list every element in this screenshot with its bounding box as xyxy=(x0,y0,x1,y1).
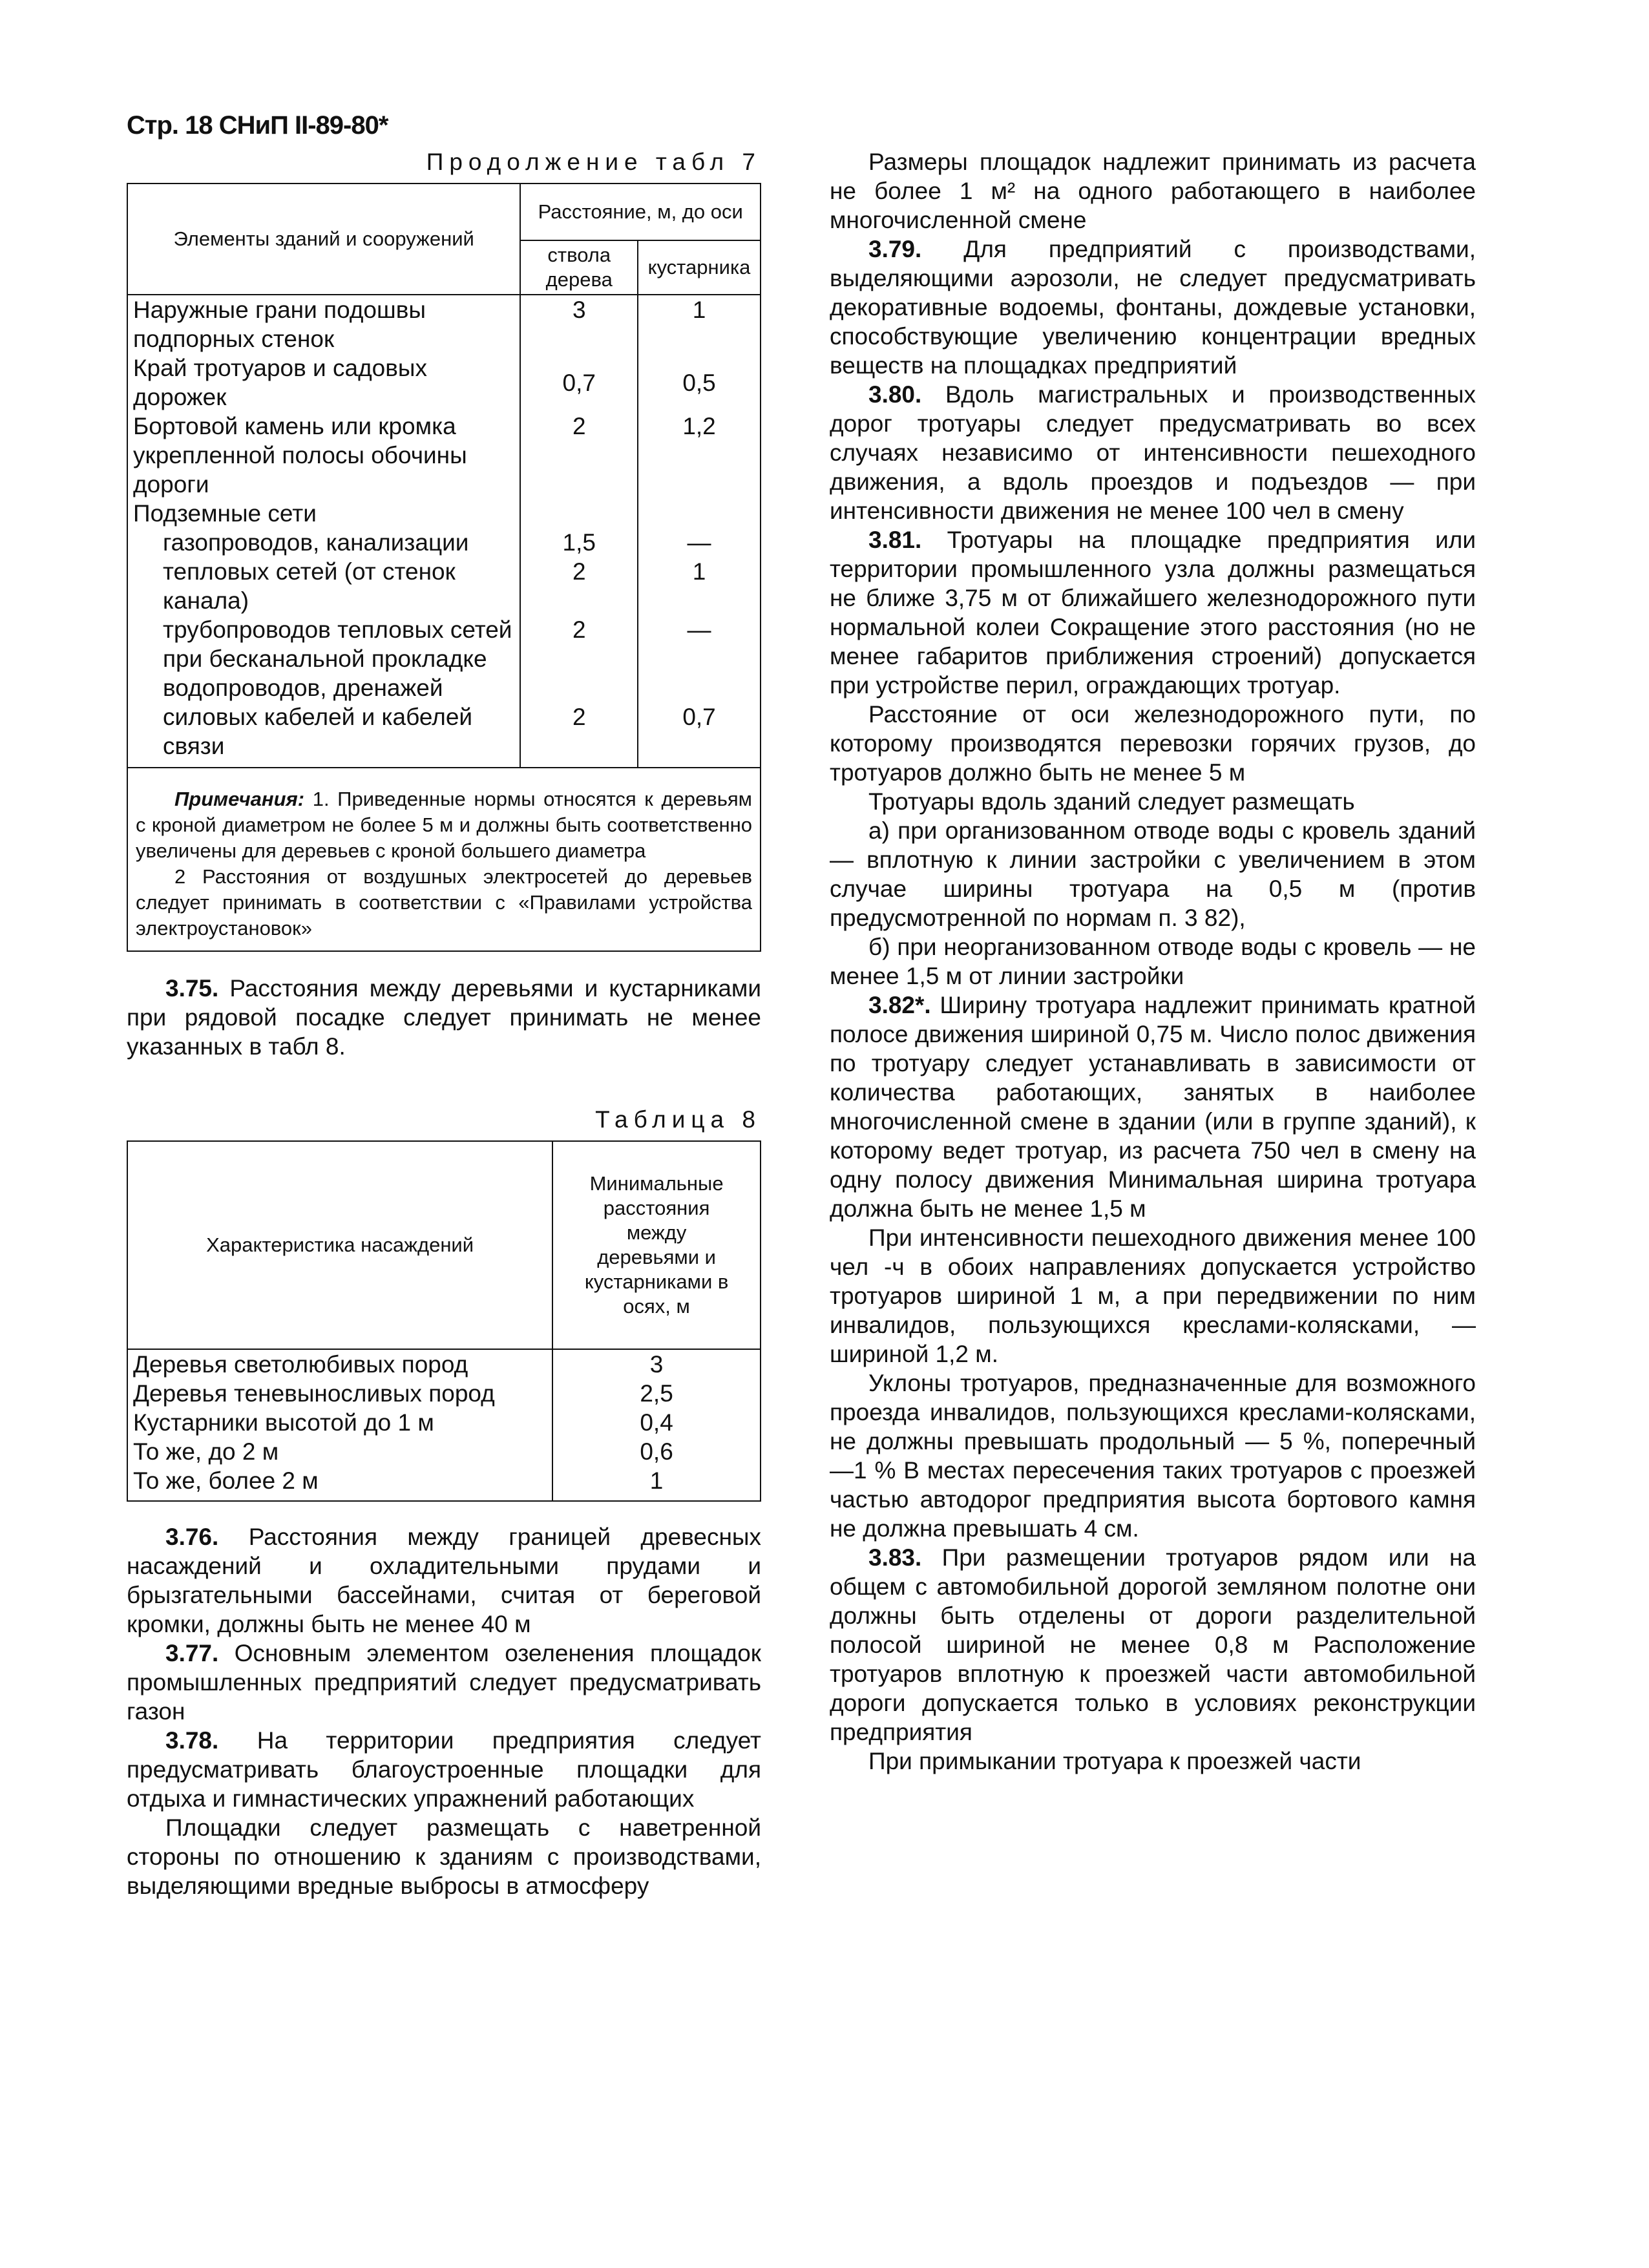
paragraph-3-75: 3.75. Расстояния между деревьями и кустарниками при рядовой посадке следует принимать не менее указанных в табл 8. xyxy=(127,975,761,1060)
left-column xyxy=(127,147,761,1900)
table-row: Край тротуаров и садовых дорожек 0,7 0,5 xyxy=(127,353,761,412)
table-row: газопроводов, канализации 1,5 — xyxy=(127,528,761,557)
table-7 xyxy=(127,183,761,952)
table7-notes xyxy=(127,768,761,951)
notes-title: Примечания: xyxy=(174,788,305,810)
paragraph-3-76: 3.76. Расстояния между границей древесных насаждений и охладительными прудами и брызгательными бассейнами, считая от береговой кромки, должны быть не менее 40 м xyxy=(127,1524,762,1637)
paragraph-3-81-e: б) при неорганизованном отводе воды с кровель — не менее 1,5 м от линии застройки xyxy=(830,934,1476,989)
paragraph-3-81-d: а) при организованном отводе воды с кровель зданий — вплотную к линии застройки с увеличением в этом случае ширины тротуара на 0,5 м (против предусмотренной по нормам п. 3 82), xyxy=(830,817,1476,931)
table-row: Деревья теневыносливых пород 2,5 xyxy=(127,1379,761,1408)
table-row: Кустарники высотой до 1 м 0,4 xyxy=(127,1408,761,1437)
table-row: силовых кабелей и кабелей связи 2 0,7 xyxy=(127,702,761,768)
paragraph-3-78-b: Площадки следует размещать с наветренной стороны по отношению к зданиям с производствами, выделяющими вредные выбросы в атмосферу xyxy=(127,1814,761,1899)
paragraph-3-80: 3.80. Вдоль магистральных и производственных дорог тротуары следует предусматривать во всех случаях независимо от интенсивности пешеходного движения, а вдоль проездов и подъездов — при интенсивности движения не менее 100 чел в смену xyxy=(830,381,1476,524)
paragraph-3-77: 3.77. Основным элементом озеленения площадок промышленных предприятий следует предусматривать газон xyxy=(127,1640,761,1725)
t7-col-distance: Расстояние, м, до оси xyxy=(520,184,761,240)
table-row: Наружные грани подошвы подпорных стенок 3 1 xyxy=(127,295,761,353)
table-row: Деревья светолюбивых пород 3 xyxy=(127,1349,761,1379)
note-2: 2 Расстояния от воздушных электросетей до деревьев следует принимать в соответствии с «Правилами устройства электроустановок» xyxy=(136,865,752,940)
t8-col-char: Характеристика насаждений xyxy=(127,1141,552,1349)
t7-col-trunk: ствола дерева xyxy=(520,240,638,295)
table-row: Подземные сети xyxy=(127,499,761,528)
page-header: Стр. 18 СНиП II-89-80* xyxy=(127,111,388,140)
paragraph-3-78-c: Размеры площадок надлежит принимать из расчета не более 1 м² на одного работающего в наиболее многочисленной смене xyxy=(830,149,1476,233)
t8-col-min: Минимальные расстояния между деревьями и кустарниками в осях, м xyxy=(552,1141,761,1349)
paragraph-3-82-b: При интенсивности пешеходного движения менее 100 чел -ч в обоих направлениях допускается устройство тротуаров шириной 1 м, а при передвижении по ним инвалидов, пользующихся креслами-колясками, — шириной 1,2 м. xyxy=(830,1224,1476,1367)
paragraph-3-81-b: Расстояние от оси железнодорожного пути, по которому производятся перевозки горячих грузов, до тротуаров должно быть не менее 5 м xyxy=(830,701,1476,786)
paragraph-3-82-c: Уклоны тротуаров, предназначенные для возможного проезда инвалидов, пользующихся креслами-колясками, не должны превышать продольный — 5 %, поперечный —1 % В местах пересечения таких тротуаров с проезжей частью автодорог предприятия высота бортового камня не должна превышать 4 см. xyxy=(830,1370,1476,1542)
paragraph-3-82: 3.82*. Ширину тротуара надлежит принимать кратной полосе движения шириной 0,75 м. Число полос движения по тротуару следует устанавливать в зависимости от количества работающих, занятых в наиболее многочисленной смене в здании (или в группе зданий), к которому ведет тротуар, из расчета 750 чел в смену на одну полосу движения Минимальная ширина тротуара должна быть не менее 1,5 м xyxy=(830,992,1476,1222)
table-row: тепловых сетей (от стенок канала) 2 1 xyxy=(127,557,761,615)
paragraph-3-81-c: Тротуары вдоль зданий следует размещать xyxy=(868,788,1355,815)
table8-caption: Таблица 8 xyxy=(595,1106,761,1133)
note-1: 1. Приведенные нормы относятся к деревьям с кроной диаметром не более 5 м и должны быть соответственно увеличены для деревьев с кроной большего диаметра xyxy=(136,788,752,862)
table-row: Бортовой камень или кромка укрепленной полосы обочины дороги 2 1,2 xyxy=(127,412,761,499)
table-row: То же, до 2 м 0,6 xyxy=(127,1437,761,1466)
t7-col-elements: Элементы зданий и сооружений xyxy=(127,184,520,295)
table-row: трубопроводов тепловых сетей при бесканальной прокладке водопроводов, дренажей 2 — xyxy=(127,615,761,702)
t7-col-shrub: кустарника xyxy=(638,240,761,295)
paragraph-3-81: 3.81. Тротуары на площадке предприятия или территории промышленного узла должны размещаться не ближе 3,75 м от ближайшего железнодорожного пути нормальной колеи Сокращение этого расстояния (но не менее габаритов приближения строений) допускается при устройстве перил, ограждающих тротуар. xyxy=(830,527,1476,698)
table7-caption: Продолжение табл 7 xyxy=(426,149,761,175)
paragraph-3-83: 3.83. При размещении тротуаров рядом или на общем с автомобильной дорогой земляном полотне они должны быть отделены от дороги разделительной полосой шириной не менее 0,8 м Расположение тротуаров вплотную к проезжей части автомобильной дороги допускается только в условиях реконструкции предприятия xyxy=(830,1544,1476,1745)
paragraph-3-79: 3.79. Для предприятий с производствами, выделяющими аэрозоли, не следует предусматривать декоративные водоемы, фонтаны, дождевые установки, способствующие увеличению концентрации вредных веществ на площадках предприятий xyxy=(830,236,1476,379)
paragraph-3-83-b: При примыкании тротуара к проезжей части xyxy=(868,1748,1361,1774)
paragraph-3-78: 3.78. На территории предприятия следует предусматривать благоустроенные площадки для отдыха и гимнастических упражнений работающих xyxy=(127,1727,761,1812)
table-row: То же, более 2 м 1 xyxy=(127,1466,761,1501)
table-8 xyxy=(127,1140,761,1502)
right-column xyxy=(830,147,1476,1776)
